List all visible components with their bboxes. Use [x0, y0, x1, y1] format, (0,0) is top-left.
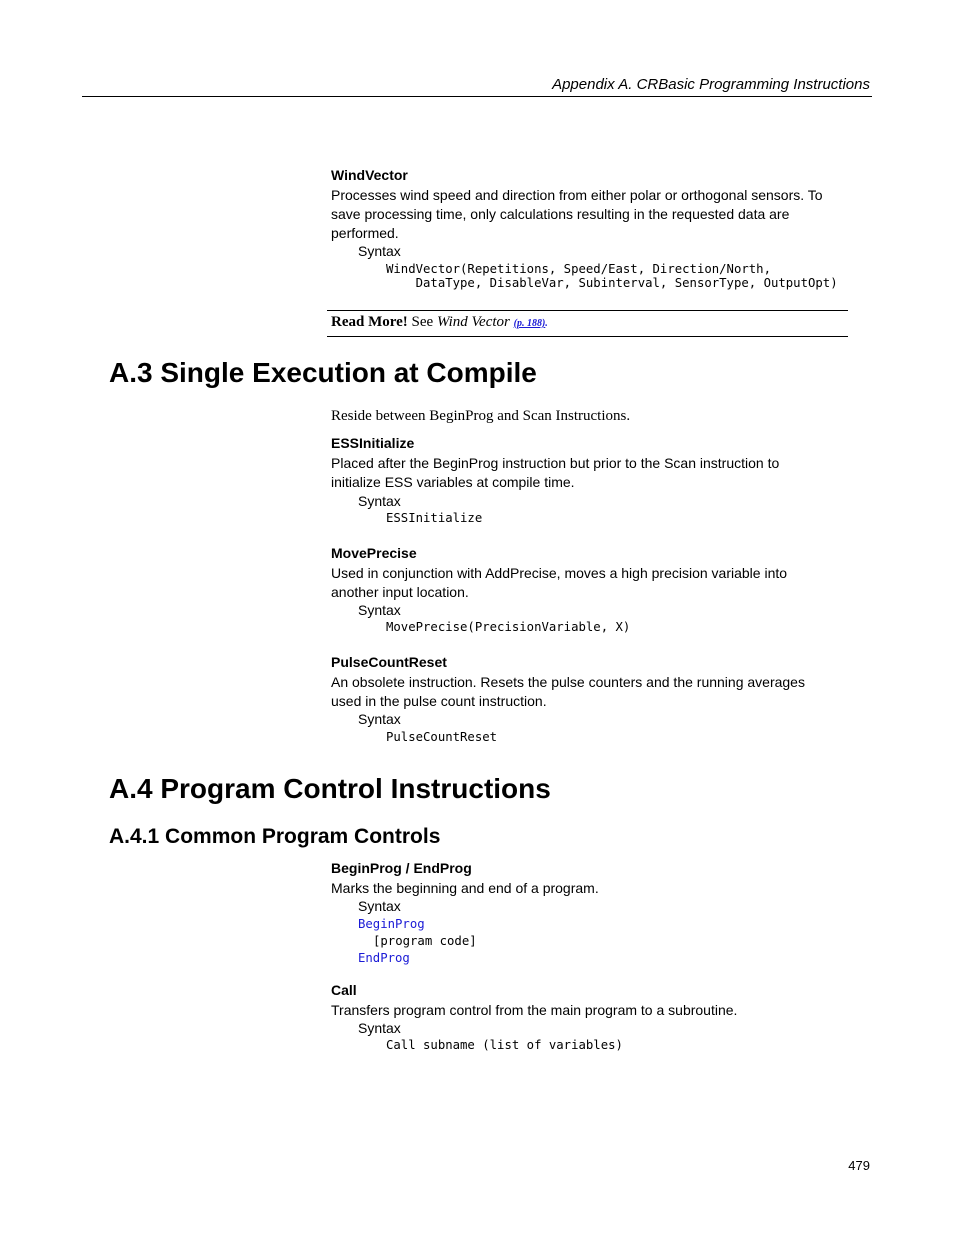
essinitialize-description-line: initialize ESS variables at compile time.	[331, 474, 575, 490]
call-code: Call subname (list of variables)	[386, 1038, 623, 1052]
page-number: 479	[848, 1158, 870, 1173]
pulsecountreset-description	[331, 673, 805, 711]
beginprog-code-body: [program code]	[373, 934, 477, 948]
readmore-period: .	[545, 318, 548, 329]
section-a3-heading: A.3 Single Execution at Compile	[109, 357, 537, 388]
call-description: Transfers program control from the main program to a subroutine.	[331, 1002, 738, 1018]
moveprecise-description-line: Used in conjunction with AddPrecise, moves a high precision variable into	[331, 565, 788, 581]
windvector-syntax-label: Syntax	[358, 243, 401, 259]
moveprecise-syntax-label: Syntax	[358, 602, 401, 618]
pulsecountreset-title: PulseCountReset	[331, 654, 447, 670]
moveprecise-description-line: another input location.	[331, 584, 469, 600]
header-rule	[82, 96, 872, 97]
essinitialize-code: ESSInitialize	[386, 511, 483, 525]
pulsecountreset-description-line: used in the pulse count instruction.	[331, 693, 547, 709]
essinitialize-description	[331, 454, 779, 492]
beginprog-title: BeginProg / EndProg	[331, 860, 472, 876]
running-header: Appendix A. CRBasic Programming Instructions	[552, 76, 870, 93]
section-a3-intro: Reside between BeginProg and Scan Instructions.	[331, 408, 631, 424]
section-a41-subheading: A.4.1 Common Program Controls	[109, 825, 441, 848]
moveprecise-code: MovePrecise(PrecisionVariable, X)	[386, 620, 631, 634]
beginprog-syntax-label: Syntax	[358, 898, 401, 914]
readmore-see: See	[411, 314, 434, 330]
essinitialize-syntax-label: Syntax	[358, 493, 401, 509]
call-title: Call	[331, 982, 357, 998]
readmore-note	[331, 314, 548, 331]
readmore-page-link[interactable]: (p. 188)	[513, 318, 546, 329]
call-syntax-label: Syntax	[358, 1020, 401, 1036]
beginprog-code-keyword: BeginProg	[358, 917, 425, 931]
moveprecise-title: MovePrecise	[331, 545, 417, 561]
moveprecise-description	[331, 564, 787, 602]
windvector-description	[331, 186, 823, 243]
windvector-code-line: WindVector(Repetitions, Speed/East, Direction/North,	[386, 262, 771, 276]
beginprog-description: Marks the beginning and end of a program.	[331, 880, 599, 896]
pulsecountreset-syntax-label: Syntax	[358, 711, 401, 727]
pulsecountreset-description-line: An obsolete instruction. Resets the pulse counters and the running averages	[331, 674, 805, 690]
pulsecountreset-code: PulseCountReset	[386, 730, 498, 744]
readmore-label: Read More!	[331, 314, 408, 330]
section-a4-heading: A.4 Program Control Instructions	[109, 773, 551, 804]
windvector-code-line: DataType, DisableVar, Subinterval, SensorType, OutputOpt)	[386, 276, 838, 290]
essinitialize-description-line: Placed after the BeginProg instruction but prior to the Scan instruction to	[331, 455, 780, 471]
windvector-title: WindVector	[331, 167, 408, 183]
windvector-description-line: Processes wind speed and direction from either polar or orthogonal sensors. To	[331, 187, 823, 203]
essinitialize-title: ESSInitialize	[331, 435, 415, 451]
windvector-description-line: save processing time, only calculations resulting in the requested data are	[331, 206, 790, 222]
endprog-code-keyword: EndProg	[358, 951, 410, 965]
readmore-target: Wind Vector	[436, 314, 510, 330]
windvector-description-line: performed.	[331, 225, 399, 241]
